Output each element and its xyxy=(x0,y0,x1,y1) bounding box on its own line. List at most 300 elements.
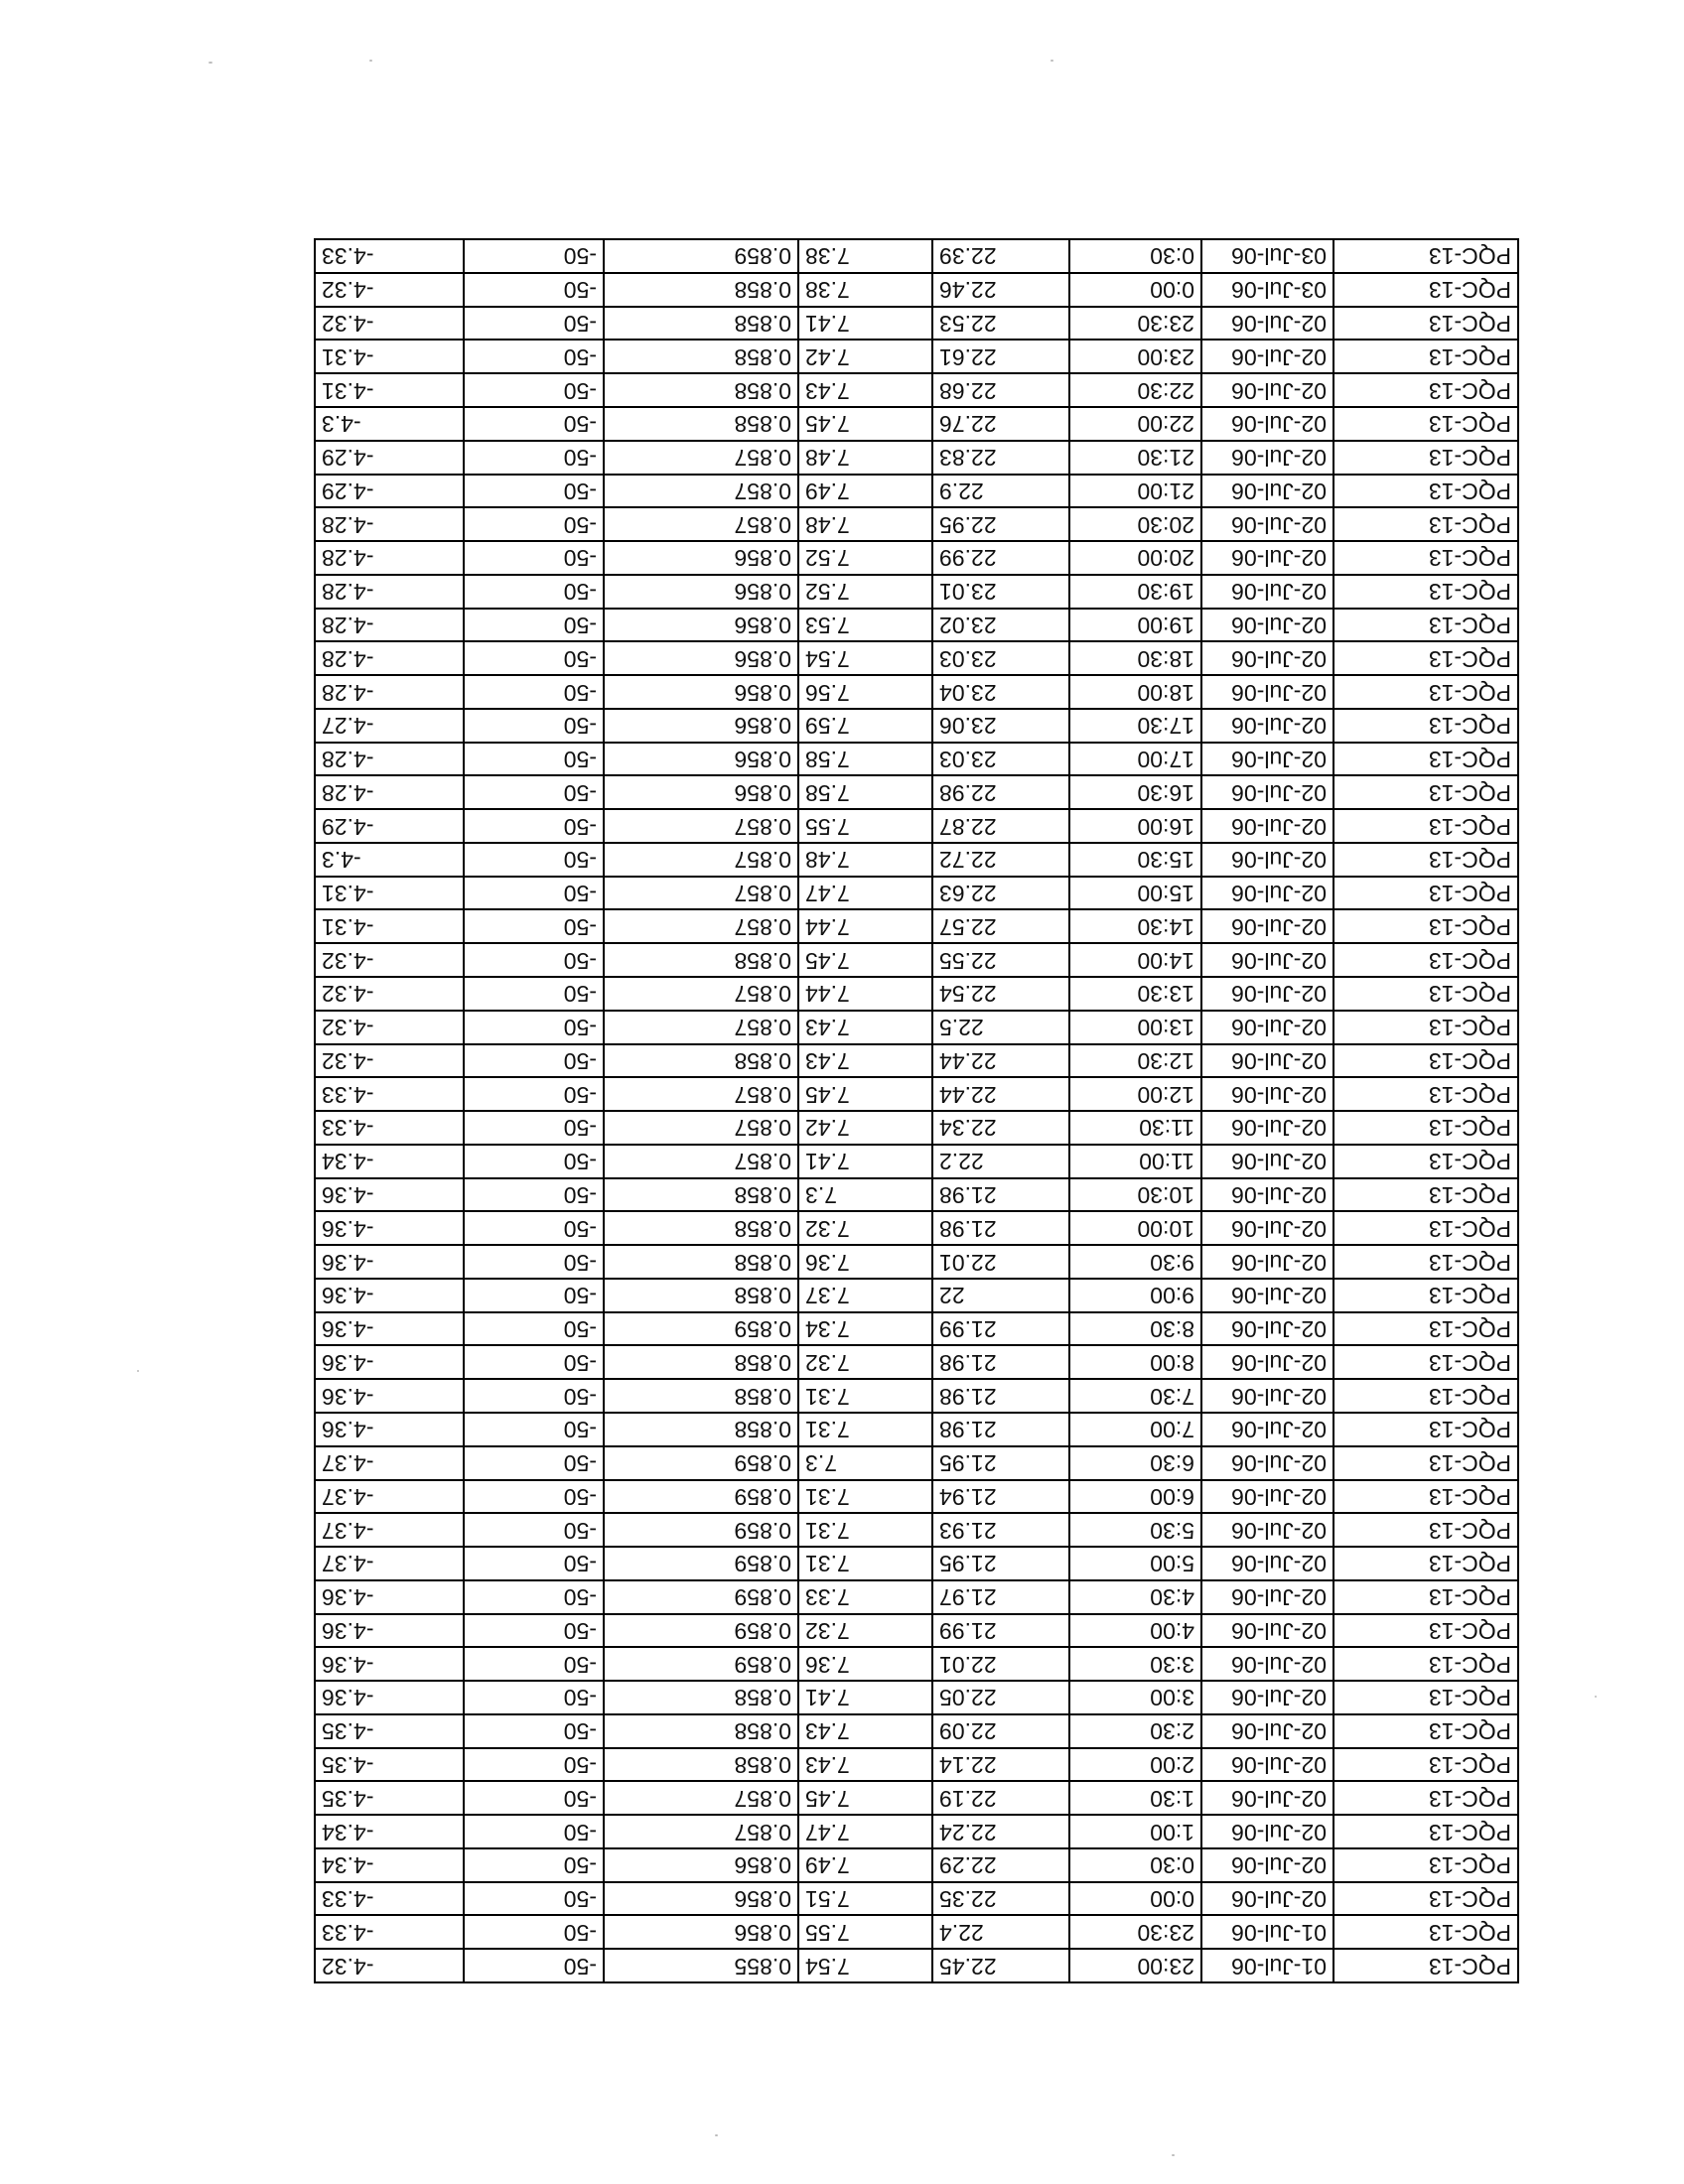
offset-cell: -50 xyxy=(464,1748,604,1782)
time-cell: 17:00 xyxy=(1069,743,1201,776)
table-row xyxy=(315,441,1518,475)
temp-cell: 22.01 xyxy=(932,1647,1069,1681)
site-cell: PQC-13 xyxy=(1333,1345,1518,1379)
date-cell: 02-Jul-06 xyxy=(1201,609,1333,642)
table-row xyxy=(315,1915,1518,1949)
level-cell: -4.36 xyxy=(315,1245,464,1279)
site-cell: PQC-13 xyxy=(1333,441,1518,475)
table-row xyxy=(315,1011,1518,1044)
value-cell: 0.859 xyxy=(604,1480,798,1514)
offset-cell: -50 xyxy=(464,809,604,843)
temp-cell: 22.55 xyxy=(932,943,1069,977)
site-cell: PQC-13 xyxy=(1333,1044,1518,1078)
table-row xyxy=(315,675,1518,709)
ph-cell: 7.43 xyxy=(798,1011,932,1044)
level-cell: -4.36 xyxy=(315,1379,464,1413)
value-cell: 0.856 xyxy=(604,1915,798,1949)
level-cell: -4.32 xyxy=(315,1011,464,1044)
offset-cell: -50 xyxy=(464,407,604,441)
level-cell: -4.28 xyxy=(315,641,464,675)
site-cell: PQC-13 xyxy=(1333,1379,1518,1413)
ph-cell: 7.51 xyxy=(798,1882,932,1916)
table-row xyxy=(315,1681,1518,1714)
temp-cell: 22.14 xyxy=(932,1748,1069,1782)
temp-cell: 21.98 xyxy=(932,1345,1069,1379)
offset-cell: -50 xyxy=(464,1781,604,1815)
level-cell: -4.31 xyxy=(315,910,464,944)
date-cell: 02-Jul-06 xyxy=(1201,1547,1333,1580)
level-cell: -4.36 xyxy=(315,1647,464,1681)
level-cell: -4.31 xyxy=(315,373,464,407)
temp-cell: 22.46 xyxy=(932,273,1069,307)
value-cell: 0.858 xyxy=(604,373,798,407)
offset-cell: -50 xyxy=(464,1011,604,1044)
table-row xyxy=(315,641,1518,675)
table-body xyxy=(315,239,1518,1982)
site-cell: PQC-13 xyxy=(1333,1547,1518,1580)
level-cell: -4.36 xyxy=(315,1681,464,1714)
time-cell: 21:00 xyxy=(1069,475,1201,508)
temp-cell: 22.61 xyxy=(932,340,1069,373)
value-cell: 0.856 xyxy=(604,775,798,809)
ph-cell: 7.43 xyxy=(798,1748,932,1782)
time-cell: 2:30 xyxy=(1069,1714,1201,1748)
time-cell: 11:00 xyxy=(1069,1145,1201,1178)
level-cell: -4.32 xyxy=(315,307,464,341)
value-cell: 0.859 xyxy=(604,1580,798,1614)
offset-cell: -50 xyxy=(464,910,604,944)
value-cell: 0.857 xyxy=(604,1111,798,1145)
value-cell: 0.858 xyxy=(604,1379,798,1413)
level-cell: -4.3 xyxy=(315,843,464,877)
value-cell: 0.858 xyxy=(604,1211,798,1245)
date-cell: 02-Jul-06 xyxy=(1201,1145,1333,1178)
ph-cell: 7.55 xyxy=(798,1915,932,1949)
ph-cell: 7.32 xyxy=(798,1614,932,1648)
level-cell: -4.37 xyxy=(315,1480,464,1514)
ph-cell: 7.43 xyxy=(798,1714,932,1748)
table-row xyxy=(315,1647,1518,1681)
ph-cell: 7.32 xyxy=(798,1211,932,1245)
value-cell: 0.857 xyxy=(604,507,798,541)
site-cell: PQC-13 xyxy=(1333,475,1518,508)
offset-cell: -50 xyxy=(464,977,604,1011)
time-cell: 4:30 xyxy=(1069,1580,1201,1614)
site-cell: PQC-13 xyxy=(1333,1781,1518,1815)
value-cell: 0.856 xyxy=(604,675,798,709)
value-cell: 0.858 xyxy=(604,1345,798,1379)
site-cell: PQC-13 xyxy=(1333,1413,1518,1446)
level-cell: -4.35 xyxy=(315,1748,464,1782)
date-cell: 02-Jul-06 xyxy=(1201,340,1333,373)
table-row xyxy=(315,1446,1518,1480)
site-cell: PQC-13 xyxy=(1333,1011,1518,1044)
value-cell: 0.856 xyxy=(604,743,798,776)
temp-cell: 22.83 xyxy=(932,441,1069,475)
offset-cell: -50 xyxy=(464,373,604,407)
ph-cell: 7.31 xyxy=(798,1480,932,1514)
value-cell: 0.857 xyxy=(604,1815,798,1848)
table-row xyxy=(315,273,1518,307)
time-cell: 8:00 xyxy=(1069,1345,1201,1379)
value-cell: 0.859 xyxy=(604,1647,798,1681)
temp-cell: 21.98 xyxy=(932,1178,1069,1212)
level-cell: -4.28 xyxy=(315,775,464,809)
value-cell: 0.855 xyxy=(604,1949,798,1982)
value-cell: 0.858 xyxy=(604,1714,798,1748)
site-cell: PQC-13 xyxy=(1333,1446,1518,1480)
offset-cell: -50 xyxy=(464,1245,604,1279)
offset-cell: -50 xyxy=(464,1379,604,1413)
date-cell: 03-Jul-06 xyxy=(1201,239,1333,273)
site-cell: PQC-13 xyxy=(1333,743,1518,776)
ph-cell: 7.59 xyxy=(798,709,932,743)
date-cell: 02-Jul-06 xyxy=(1201,809,1333,843)
ph-cell: 7.36 xyxy=(798,1245,932,1279)
temp-cell: 22.4 xyxy=(932,1915,1069,1949)
site-cell: PQC-13 xyxy=(1333,1178,1518,1212)
date-cell: 02-Jul-06 xyxy=(1201,943,1333,977)
value-cell: 0.857 xyxy=(604,910,798,944)
time-cell: 3:00 xyxy=(1069,1681,1201,1714)
temp-cell: 22.29 xyxy=(932,1848,1069,1882)
site-cell: PQC-13 xyxy=(1333,910,1518,944)
value-cell: 0.856 xyxy=(604,1848,798,1882)
offset-cell: -50 xyxy=(464,575,604,609)
table-row xyxy=(315,1413,1518,1446)
level-cell: -4.29 xyxy=(315,809,464,843)
temp-cell: 22.24 xyxy=(932,1815,1069,1848)
ph-cell: 7.47 xyxy=(798,1815,932,1848)
ph-cell: 7.3 xyxy=(798,1446,932,1480)
date-cell: 02-Jul-06 xyxy=(1201,1480,1333,1514)
ph-cell: 7.55 xyxy=(798,809,932,843)
date-cell: 02-Jul-06 xyxy=(1201,373,1333,407)
date-cell: 02-Jul-06 xyxy=(1201,1044,1333,1078)
level-cell: -4.34 xyxy=(315,1815,464,1848)
time-cell: 0:30 xyxy=(1069,239,1201,273)
table-row xyxy=(315,1781,1518,1815)
ph-cell: 7.38 xyxy=(798,239,932,273)
table-row xyxy=(315,877,1518,910)
table-row xyxy=(315,809,1518,843)
time-cell: 19:30 xyxy=(1069,575,1201,609)
value-cell: 0.857 xyxy=(604,1145,798,1178)
offset-cell: -50 xyxy=(464,507,604,541)
offset-cell: -50 xyxy=(464,1480,604,1514)
offset-cell: -50 xyxy=(464,709,604,743)
time-cell: 15:30 xyxy=(1069,843,1201,877)
table-row xyxy=(315,541,1518,575)
value-cell: 0.859 xyxy=(604,1547,798,1580)
ph-cell: 7.48 xyxy=(798,441,932,475)
temp-cell: 22.44 xyxy=(932,1044,1069,1078)
time-cell: 18:00 xyxy=(1069,675,1201,709)
site-cell: PQC-13 xyxy=(1333,407,1518,441)
offset-cell: -50 xyxy=(464,1915,604,1949)
value-cell: 0.857 xyxy=(604,1781,798,1815)
temp-cell: 22.01 xyxy=(932,1245,1069,1279)
value-cell: 0.857 xyxy=(604,475,798,508)
offset-cell: -50 xyxy=(464,1211,604,1245)
ph-cell: 7.32 xyxy=(798,1345,932,1379)
time-cell: 4:00 xyxy=(1069,1614,1201,1648)
date-cell: 02-Jul-06 xyxy=(1201,407,1333,441)
time-cell: 23:30 xyxy=(1069,307,1201,341)
ph-cell: 7.45 xyxy=(798,943,932,977)
offset-cell: -50 xyxy=(464,1580,604,1614)
value-cell: 0.859 xyxy=(604,1446,798,1480)
time-cell: 18:30 xyxy=(1069,641,1201,675)
date-cell: 02-Jul-06 xyxy=(1201,709,1333,743)
value-cell: 0.857 xyxy=(604,1077,798,1111)
table-row xyxy=(315,1145,1518,1178)
time-cell: 17:30 xyxy=(1069,709,1201,743)
offset-cell: -50 xyxy=(464,1714,604,1748)
date-cell: 02-Jul-06 xyxy=(1201,1011,1333,1044)
offset-cell: -50 xyxy=(464,1446,604,1480)
level-cell: -4.36 xyxy=(315,1279,464,1312)
offset-cell: -50 xyxy=(464,441,604,475)
date-cell: 02-Jul-06 xyxy=(1201,1781,1333,1815)
temp-cell: 22.9 xyxy=(932,475,1069,508)
table-row xyxy=(315,609,1518,642)
time-cell: 7:30 xyxy=(1069,1379,1201,1413)
table-row xyxy=(315,1312,1518,1346)
temp-cell: 23.01 xyxy=(932,575,1069,609)
temp-cell: 22.5 xyxy=(932,1011,1069,1044)
level-cell: -4.33 xyxy=(315,239,464,273)
value-cell: 0.857 xyxy=(604,809,798,843)
date-cell: 02-Jul-06 xyxy=(1201,1714,1333,1748)
site-cell: PQC-13 xyxy=(1333,1748,1518,1782)
offset-cell: -50 xyxy=(464,307,604,341)
ph-cell: 7.42 xyxy=(798,340,932,373)
site-cell: PQC-13 xyxy=(1333,641,1518,675)
temp-cell: 22.54 xyxy=(932,977,1069,1011)
date-cell: 02-Jul-06 xyxy=(1201,1815,1333,1848)
date-cell: 02-Jul-06 xyxy=(1201,1413,1333,1446)
level-cell: -4.36 xyxy=(315,1413,464,1446)
ph-cell: 7.44 xyxy=(798,977,932,1011)
level-cell: -4.34 xyxy=(315,1145,464,1178)
table-row xyxy=(315,910,1518,944)
date-cell: 02-Jul-06 xyxy=(1201,1882,1333,1916)
value-cell: 0.858 xyxy=(604,1245,798,1279)
table-row xyxy=(315,977,1518,1011)
offset-cell: -50 xyxy=(464,1345,604,1379)
offset-cell: -50 xyxy=(464,1647,604,1681)
time-cell: 9:00 xyxy=(1069,1279,1201,1312)
site-cell: PQC-13 xyxy=(1333,239,1518,273)
date-cell: 02-Jul-06 xyxy=(1201,843,1333,877)
date-cell: 02-Jul-06 xyxy=(1201,1647,1333,1681)
date-cell: 02-Jul-06 xyxy=(1201,507,1333,541)
temp-cell: 22.19 xyxy=(932,1781,1069,1815)
site-cell: PQC-13 xyxy=(1333,1647,1518,1681)
level-cell: -4.28 xyxy=(315,507,464,541)
site-cell: PQC-13 xyxy=(1333,307,1518,341)
ph-cell: 7.41 xyxy=(798,1681,932,1714)
date-cell: 02-Jul-06 xyxy=(1201,1178,1333,1212)
site-cell: PQC-13 xyxy=(1333,877,1518,910)
table-container xyxy=(316,238,1519,1983)
temp-cell: 22.53 xyxy=(932,307,1069,341)
value-cell: 0.857 xyxy=(604,877,798,910)
level-cell: -4.36 xyxy=(315,1580,464,1614)
level-cell: -4.34 xyxy=(315,1848,464,1882)
offset-cell: -50 xyxy=(464,1279,604,1312)
temp-cell: 21.97 xyxy=(932,1580,1069,1614)
offset-cell: -50 xyxy=(464,1949,604,1982)
time-cell: 16:00 xyxy=(1069,809,1201,843)
value-cell: 0.858 xyxy=(604,1279,798,1312)
value-cell: 0.856 xyxy=(604,609,798,642)
offset-cell: -50 xyxy=(464,340,604,373)
site-cell: PQC-13 xyxy=(1333,273,1518,307)
temp-cell: 21.98 xyxy=(932,1413,1069,1446)
date-cell: 01-Jul-06 xyxy=(1201,1949,1333,1982)
date-cell: 02-Jul-06 xyxy=(1201,1580,1333,1614)
date-cell: 02-Jul-06 xyxy=(1201,1681,1333,1714)
offset-cell: -50 xyxy=(464,1312,604,1346)
level-cell: -4.32 xyxy=(315,977,464,1011)
level-cell: -4.3 xyxy=(315,407,464,441)
date-cell: 02-Jul-06 xyxy=(1201,1513,1333,1547)
temp-cell: 21.99 xyxy=(932,1614,1069,1648)
site-cell: PQC-13 xyxy=(1333,1245,1518,1279)
level-cell: -4.33 xyxy=(315,1077,464,1111)
offset-cell: -50 xyxy=(464,743,604,776)
ph-cell: 7.38 xyxy=(798,273,932,307)
date-cell: 02-Jul-06 xyxy=(1201,877,1333,910)
site-cell: PQC-13 xyxy=(1333,843,1518,877)
time-cell: 11:30 xyxy=(1069,1111,1201,1145)
site-cell: PQC-13 xyxy=(1333,1681,1518,1714)
level-cell: -4.37 xyxy=(315,1547,464,1580)
offset-cell: -50 xyxy=(464,1882,604,1916)
temp-cell: 22 xyxy=(932,1279,1069,1312)
ph-cell: 7.42 xyxy=(798,1111,932,1145)
offset-cell: -50 xyxy=(464,775,604,809)
level-cell: -4.27 xyxy=(315,709,464,743)
site-cell: PQC-13 xyxy=(1333,1077,1518,1111)
date-cell: 02-Jul-06 xyxy=(1201,541,1333,575)
ph-cell: 7.33 xyxy=(798,1580,932,1614)
site-cell: PQC-13 xyxy=(1333,507,1518,541)
time-cell: 6:30 xyxy=(1069,1446,1201,1480)
ph-cell: 7.58 xyxy=(798,775,932,809)
ph-cell: 7.45 xyxy=(798,1077,932,1111)
site-cell: PQC-13 xyxy=(1333,943,1518,977)
date-cell: 02-Jul-06 xyxy=(1201,675,1333,709)
site-cell: PQC-13 xyxy=(1333,1614,1518,1648)
offset-cell: -50 xyxy=(464,641,604,675)
ph-cell: 7.47 xyxy=(798,877,932,910)
offset-cell: -50 xyxy=(464,1145,604,1178)
site-cell: PQC-13 xyxy=(1333,609,1518,642)
time-cell: 23:00 xyxy=(1069,1949,1201,1982)
date-cell: 01-Jul-06 xyxy=(1201,1915,1333,1949)
temp-cell: 22.09 xyxy=(932,1714,1069,1748)
temp-cell: 22.99 xyxy=(932,541,1069,575)
site-cell: PQC-13 xyxy=(1333,1915,1518,1949)
temp-cell: 21.94 xyxy=(932,1480,1069,1514)
ph-cell: 7.41 xyxy=(798,1145,932,1178)
temp-cell: 23.03 xyxy=(932,743,1069,776)
offset-cell: -50 xyxy=(464,1077,604,1111)
level-cell: -4.35 xyxy=(315,1714,464,1748)
temp-cell: 22.35 xyxy=(932,1882,1069,1916)
temp-cell: 22.63 xyxy=(932,877,1069,910)
table-row xyxy=(315,1178,1518,1212)
table-row xyxy=(315,775,1518,809)
time-cell: 22:30 xyxy=(1069,373,1201,407)
table-row xyxy=(315,307,1518,341)
offset-cell: -50 xyxy=(464,273,604,307)
table-row xyxy=(315,1077,1518,1111)
time-cell: 13:30 xyxy=(1069,977,1201,1011)
value-cell: 0.858 xyxy=(604,1413,798,1446)
temp-cell: 22.68 xyxy=(932,373,1069,407)
site-cell: PQC-13 xyxy=(1333,373,1518,407)
date-cell: 02-Jul-06 xyxy=(1201,1848,1333,1882)
offset-cell: -50 xyxy=(464,1513,604,1547)
table-row xyxy=(315,743,1518,776)
time-cell: 14:30 xyxy=(1069,910,1201,944)
time-cell: 23:00 xyxy=(1069,340,1201,373)
ph-cell: 7.31 xyxy=(798,1513,932,1547)
temp-cell: 22.72 xyxy=(932,843,1069,877)
level-cell: -4.28 xyxy=(315,675,464,709)
offset-cell: -50 xyxy=(464,609,604,642)
site-cell: PQC-13 xyxy=(1333,675,1518,709)
date-cell: 02-Jul-06 xyxy=(1201,775,1333,809)
table-row xyxy=(315,407,1518,441)
table-row xyxy=(315,1480,1518,1514)
temp-cell: 23.06 xyxy=(932,709,1069,743)
table-row xyxy=(315,1949,1518,1982)
table-row xyxy=(315,475,1518,508)
temp-cell: 21.99 xyxy=(932,1312,1069,1346)
ph-cell: 7.49 xyxy=(798,1848,932,1882)
value-cell: 0.858 xyxy=(604,407,798,441)
temp-cell: 21.93 xyxy=(932,1513,1069,1547)
date-cell: 02-Jul-06 xyxy=(1201,575,1333,609)
temp-cell: 22.44 xyxy=(932,1077,1069,1111)
table-row xyxy=(315,709,1518,743)
ph-cell: 7.43 xyxy=(798,373,932,407)
temp-cell: 22.57 xyxy=(932,910,1069,944)
level-cell: -4.33 xyxy=(315,1915,464,1949)
level-cell: -4.37 xyxy=(315,1513,464,1547)
level-cell: -4.36 xyxy=(315,1211,464,1245)
time-cell: 8:30 xyxy=(1069,1312,1201,1346)
ph-cell: 7.37 xyxy=(798,1279,932,1312)
offset-cell: -50 xyxy=(464,1614,604,1648)
temp-cell: 21.98 xyxy=(932,1211,1069,1245)
date-cell: 02-Jul-06 xyxy=(1201,441,1333,475)
time-cell: 19:00 xyxy=(1069,609,1201,642)
date-cell: 02-Jul-06 xyxy=(1201,1111,1333,1145)
time-cell: 21:30 xyxy=(1069,441,1201,475)
table-row xyxy=(315,1279,1518,1312)
table-row xyxy=(315,943,1518,977)
temp-cell: 22.98 xyxy=(932,775,1069,809)
offset-cell: -50 xyxy=(464,239,604,273)
time-cell: 6:00 xyxy=(1069,1480,1201,1514)
level-cell: -4.28 xyxy=(315,575,464,609)
